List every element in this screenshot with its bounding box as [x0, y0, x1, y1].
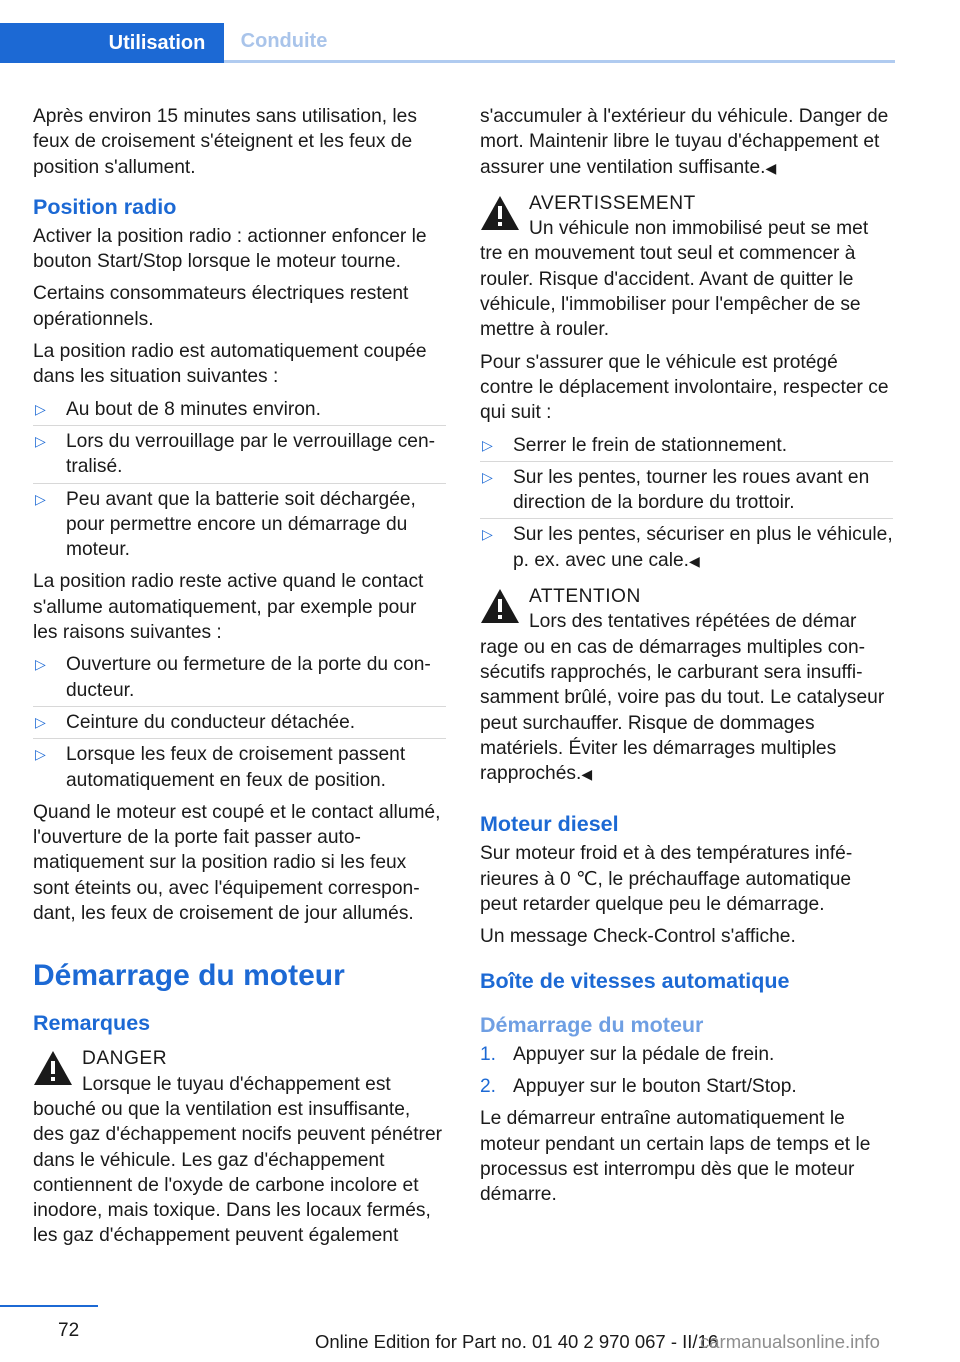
paragraph: La position radio reste active quand le contact s'allume automatiquement, par exemple pour les raisons suivantes :	[33, 571, 424, 644]
paragraph: Quand le moteur est coupé et le contact allumé, l'ouverture de la porte fait passer automatiquement sur la position radio si les feux sont éteints ou, avec l'équipement correspondant, les feux de croisement de jour allumés.	[33, 801, 441, 925]
list-item: ▷ Ouverture ou fermeture de la porte du conducteur.	[33, 652, 446, 703]
danger-notice	[33, 1046, 446, 1248]
attention-text: rage ou en cas de démarrages multiples consécutifs rapprochés, le carburant sera insuffisamment brûlé, voire pas du tout. Le catalyseur peut surchauffer. Risque de dommages matériels. Éviter les démarrages multiples rapprochés.	[480, 636, 885, 785]
danger-text: s'accumuler à l'extérieur du véhicule. Danger de mort. Maintenir libre le tuyau d'échappement et assurer une ventilation suffisante.	[480, 106, 889, 178]
paragraph: Après environ 15 minutes sans utilisation, les feux de croisement s'éteignent et les feux de position s'allument.	[33, 106, 417, 178]
tab-utilisation[interactable]: Utilisation	[0, 23, 224, 63]
paragraph: Certains consommateurs électriques restent opérationnels.	[33, 283, 409, 330]
list-item: ▷ Ceinture du conducteur détachée.	[33, 710, 446, 735]
attention-notice	[480, 584, 893, 787]
footer-rule	[0, 1305, 98, 1307]
end-mark: ◀	[689, 552, 700, 569]
step-number: 1.	[480, 1043, 497, 1065]
step-text: Appuyer sur la pédale de frein.	[513, 1043, 775, 1065]
paragraph: La position radio est automatiquement coupée dans les situation suivantes :	[33, 341, 427, 388]
paragraph: Pour s'assurer que le véhicule est protégé contre le déplacement involontaire, respecter ce qui suit :	[480, 351, 889, 424]
list-item	[480, 1042, 893, 1067]
danger-text-first-line: Lorsque le tuyau d'échappement est	[82, 1073, 391, 1095]
danger-text-continued	[480, 104, 893, 181]
warning-triangle-icon	[480, 195, 520, 231]
numbered-list	[480, 1042, 893, 1100]
left-column	[33, 104, 446, 1256]
end-mark: ◀	[581, 766, 593, 783]
warning-text-first-line: Un véhicule non immobilisé peut se met	[529, 218, 869, 240]
danger-title: DANGER	[82, 1048, 168, 1070]
step-text: Appuyer sur le bouton Start/Stop.	[513, 1075, 797, 1097]
list-item	[480, 1074, 893, 1099]
tab-conduite[interactable]: Conduite	[240, 30, 328, 52]
step-number: 2.	[480, 1075, 497, 1097]
attention-text-first-line: Lors des tentatives répétées de démar	[529, 611, 857, 633]
warning-triangle-icon	[480, 588, 520, 624]
paragraph: Sur moteur froid et à des températures inférieures à 0 ℃, le préchauffage automatique peut retarder quelque peu le démarrage.	[480, 843, 853, 916]
heading-demarrage-moteur: Démarrage du moteur	[33, 959, 345, 993]
heading-boite-automatique: Boîte de vitesses automatique	[480, 968, 790, 993]
tab-underline	[0, 60, 895, 63]
list-item: ▷ Lorsque les feux de croisement passent automatiquement en feux de position.	[33, 742, 446, 793]
attention-title: ATTENTION	[529, 586, 641, 608]
warning-text: tre en mouvement tout seul et commencer à rouler. Risque d'accident. Avant de quitter le véhicule, l'immobiliser pour l'empêcher de se mettre à rouler.	[480, 243, 861, 341]
warning-title: AVERTISSEMENT	[529, 192, 696, 214]
paragraph: Le démarreur entraîne automatiquement le moteur pendant un certain laps de temps et le processus est interrompu dès que le moteur démarre.	[480, 1108, 871, 1206]
section-tab-bar	[0, 23, 895, 63]
list-item-text: Sur les pentes, sécuriser en plus le véhicule, p. ex. avec une cale.	[513, 524, 893, 571]
danger-text: bouché ou que la ventilation est insuffisante, des gaz d'échappement nocifs peuvent pénétrer dans le véhicule. Les gaz d'échappement contiennent de l'oxyde de carbone incolore et inodore, mais toxique. Dans les locaux fermés, les gaz d'échappement peuvent également	[33, 1098, 443, 1247]
list-item	[480, 522, 893, 574]
warning-notice	[480, 191, 893, 343]
page-number: 72	[58, 1320, 80, 1341]
list-item: ▷ Au bout de 8 minutes environ.	[33, 397, 446, 422]
heading-remarques: Remarques	[33, 1011, 151, 1036]
heading-position-radio: Position radio	[33, 194, 177, 219]
paragraph: Activer la position radio : actionner enfoncer le bouton Start/Stop lorsque le moteur tourne.	[33, 225, 427, 273]
heading-demarrage-moteur-sub: Démarrage du moteur	[480, 1012, 704, 1037]
right-column	[480, 104, 893, 1214]
edition-info: Online Edition for Part no. 01 40 2 970 067 - II/16	[315, 1331, 719, 1352]
paragraph: Un message Check-Control s'affiche.	[480, 926, 796, 948]
bullet-list	[480, 433, 893, 574]
list-item: ▷ Peu avant que la batterie soit déchargée, pour permettre encore un démarrage du moteur.	[33, 487, 446, 563]
watermark: carmanualsonline.info	[700, 1331, 880, 1352]
end-mark: ◀	[765, 159, 777, 176]
list-item: ▷ Sur les pentes, tourner les roues avant en direction de la bordure du trottoir.	[480, 465, 893, 516]
warning-triangle-icon	[33, 1050, 73, 1086]
list-item: ▷ Lors du verrouillage par le verrouillage centralisé.	[33, 429, 446, 480]
bullet-list	[33, 652, 446, 792]
heading-moteur-diesel: Moteur diesel	[480, 812, 619, 837]
bullet-list	[33, 397, 446, 563]
list-item: ▷ Serrer le frein de stationnement.	[480, 433, 893, 458]
